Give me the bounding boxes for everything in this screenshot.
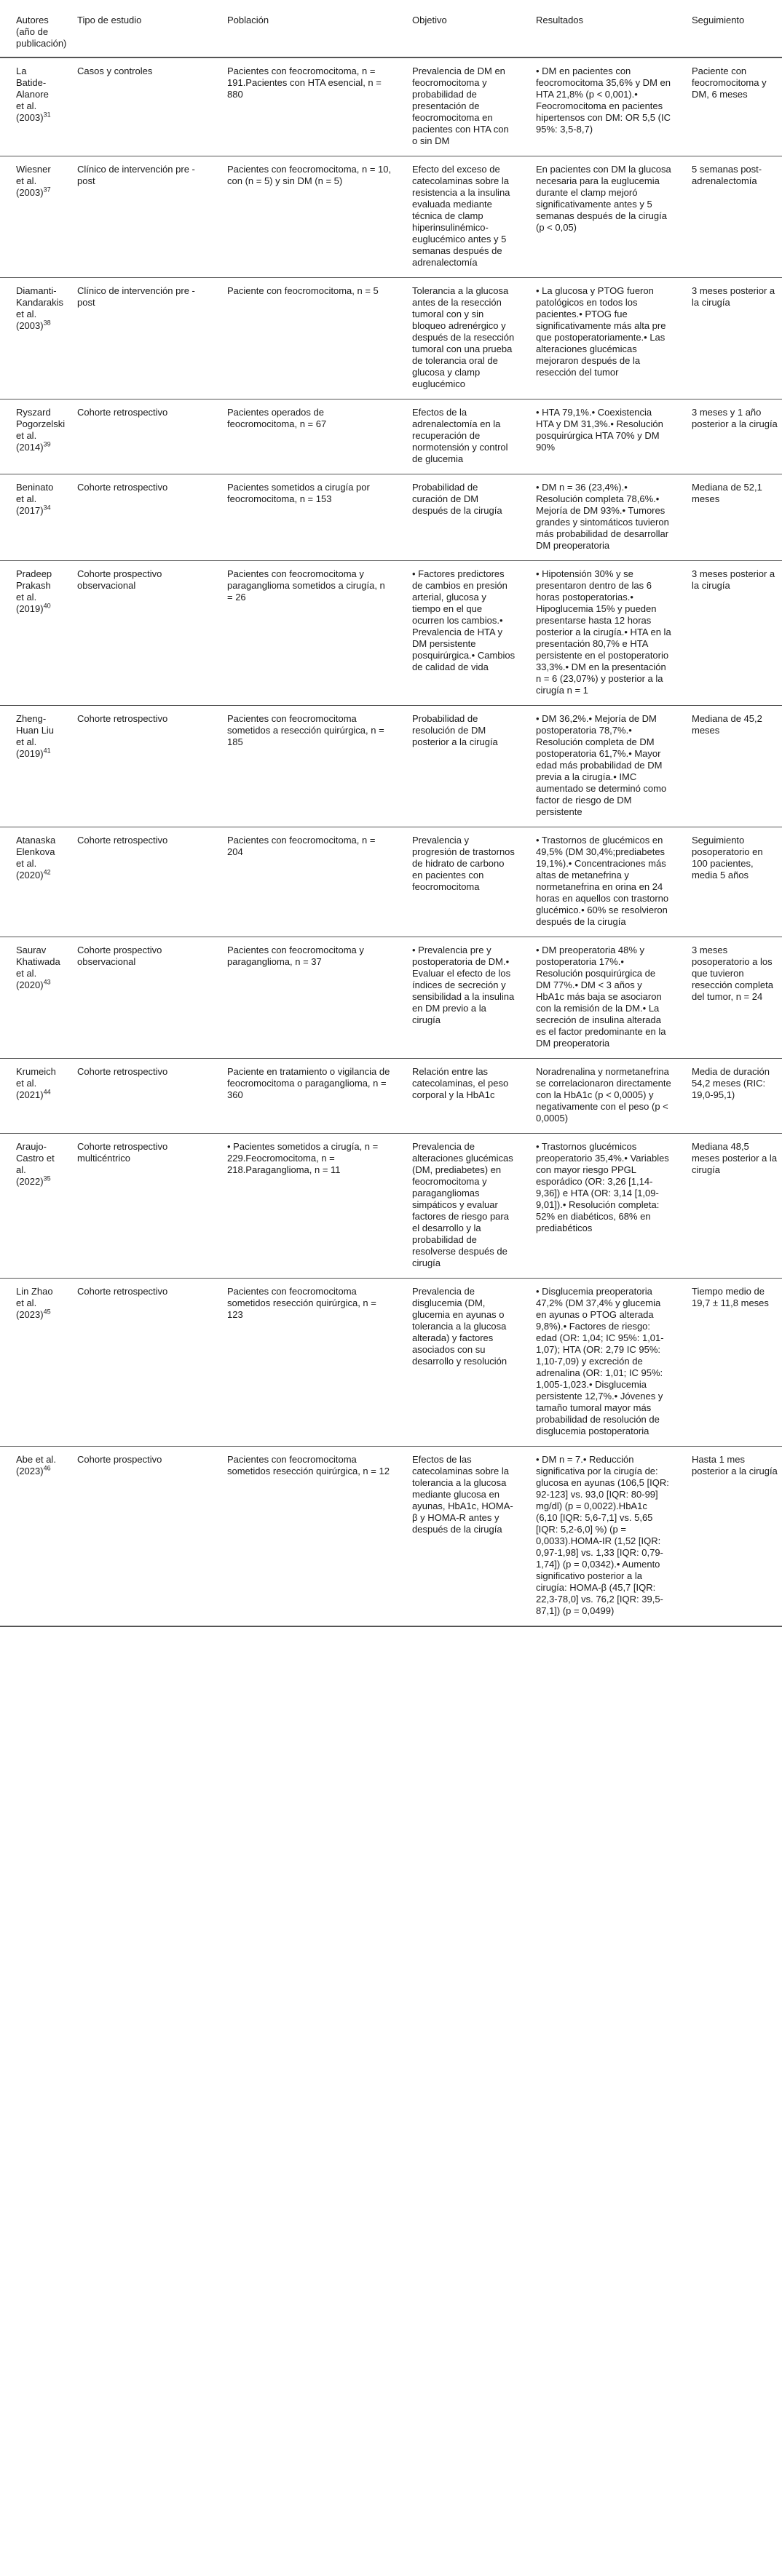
- author-text: Saurav Khatiwada et al. (2020): [16, 945, 60, 990]
- cell-followup: 3 meses posterior a la cirugía: [676, 561, 782, 706]
- reference-number: 35: [43, 1174, 51, 1182]
- cell-study-type: Cohorte retrospectivo multicéntrico: [61, 1134, 211, 1279]
- cell-author: [0, 57, 61, 156]
- cell-population: Pacientes con feocromocitoma y paraganglioma, n = 37: [211, 937, 396, 1059]
- cell-results: • DM preoperatoria 48% y postoperatoria 17%.• Resolución posquirúrgica de DM 77%.• DM < 3 años y HbA1c más baja se asociaron con la remisión de la DM.• La secreción de insulina alterada es el factor predominante en la DM preoperatoria: [520, 937, 676, 1059]
- reference-number: 31: [43, 111, 51, 119]
- reference-number: 38: [43, 319, 51, 327]
- cell-followup: Hasta 1 mes posterior a la cirugía: [676, 1447, 782, 1627]
- table-row: [0, 278, 782, 399]
- cell-results: • DM n = 36 (23,4%).• Resolución completa 78,6%.• Mejoría de DM 93%.• Tumores grandes y sintomáticos tuvieron más probabilidad de desarrollar DM preoperatoria: [520, 474, 676, 561]
- reference-number: 46: [43, 1464, 51, 1472]
- reference-number: 43: [43, 978, 51, 986]
- reference-number: 40: [43, 602, 51, 610]
- cell-study-type: Cohorte prospectivo observacional: [61, 561, 211, 706]
- author-text: Wiesner et al. (2003): [16, 164, 51, 198]
- cell-study-type: Cohorte retrospectivo: [61, 706, 211, 827]
- cell-author: [0, 474, 61, 561]
- reference-number: 39: [43, 440, 51, 448]
- cell-population: Pacientes con feocromocitoma sometidos a resección quirúrgica, n = 185: [211, 706, 396, 827]
- cell-author: [0, 156, 61, 278]
- cell-followup: Mediana de 52,1 meses: [676, 474, 782, 561]
- author-text: Zheng-Huan Liu et al. (2019): [16, 713, 55, 759]
- cell-population: Pacientes operados de feocromocitoma, n = 67: [211, 399, 396, 474]
- cell-followup: Tiempo medio de 19,7 ± 11,8 meses: [676, 1279, 782, 1447]
- reference-number: 41: [43, 747, 51, 755]
- cell-followup: Paciente con feocromocitoma y DM, 6 meses: [676, 57, 782, 156]
- cell-results: • Trastornos glucémicos preoperatorio 35,4%.• Variables con mayor riesgo PPGL esporádico (OR: 3,26 [1,14-9,36]) e HTA (OR: 3,14 [1,09-9,01]).• Resolución completa: 52% en diabéticos, 68% en prediabéticos: [520, 1134, 676, 1279]
- cell-followup: 5 semanas post-adrenalectomía: [676, 156, 782, 278]
- author-text: Beninato et al. (2017): [16, 482, 54, 516]
- cell-objective: Prevalencia de DM en feocromocitoma y probabilidad de presentación de feocromocitoma en pacientes con HTA con o sin DM: [396, 57, 520, 156]
- cell-study-type: Cohorte prospectivo observacional: [61, 937, 211, 1059]
- author-text: Pradeep Prakash et al. (2019): [16, 568, 52, 614]
- cell-followup: 3 meses posoperatorio a los que tuvieron resección completa del tumor, n = 24: [676, 937, 782, 1059]
- header-row: [0, 0, 782, 57]
- cell-author: [0, 937, 61, 1059]
- cell-study-type: Cohorte retrospectivo: [61, 827, 211, 937]
- header-authors: Autores (año de publicación): [0, 0, 61, 57]
- cell-population: Pacientes con feocromocitoma, n = 204: [211, 827, 396, 937]
- cell-results: • DM en pacientes con feocromocitoma 35,6% y DM en HTA 21,8% (p < 0,001).• Feocromocitoma en pacientes hipertensos con DM: OR 5,5 (IC 95%: 3,5-8,7): [520, 57, 676, 156]
- cell-objective: Prevalencia y progresión de trastornos de hidrato de carbono en pacientes con feocromocitoma: [396, 827, 520, 937]
- cell-author: [0, 399, 66, 474]
- reference-number: 34: [43, 504, 51, 512]
- author-text: La Batide-Alanore et al. (2003): [16, 65, 49, 123]
- cell-followup: 3 meses y 1 año posterior a la cirugía: [676, 399, 782, 474]
- author-text: Abe et al. (2023): [16, 1454, 56, 1476]
- cell-results: • DM 36,2%.• Mejoría de DM postoperatoria 78,7%.• Resolución completa de DM postoperatoria 61,7%.• Mayor edad más probabilidad de DM previa a la cirugía.• IMC aumentado se determinó como factor de riesgo de DM persistente: [520, 706, 676, 827]
- cell-population: Paciente con feocromocitoma, n = 5: [211, 278, 396, 399]
- table-row: [0, 1059, 782, 1134]
- cell-objective: Relación entre las catecolaminas, el peso corporal y la HbA1c: [396, 1059, 520, 1134]
- table-row: [0, 1279, 782, 1447]
- table-row: [0, 827, 782, 937]
- author-text: Atanaska Elenkova et al. (2020): [16, 835, 56, 880]
- cell-results: • La glucosa y PTOG fueron patológicos en todos los pacientes.• PTOG fue significativamente más alta pre que postoperatoriamente.• Las alteraciones glucémicas mejoraron después de la resección del tumor: [520, 278, 676, 399]
- cell-followup: Media de duración 54,2 meses (RIC: 19,0-95,1): [676, 1059, 782, 1134]
- cell-objective: Efectos de la adrenalectomía en la recuperación de normotensión y control de glucemia: [396, 399, 520, 474]
- cell-objective: Probabilidad de resolución de DM posterior a la cirugía: [396, 706, 520, 827]
- cell-study-type: Cohorte retrospectivo: [61, 1279, 211, 1447]
- cell-results: • Trastornos de glucémicos en 49,5% (DM 30,4%;prediabetes 19,1%).• Concentraciones más altas de metanefrina y normetanefrina en orina en 24 horas en aquellos con trastorno glucémico.• 60% se resolvieron después de la cirugía: [520, 827, 676, 937]
- cell-objective: Prevalencia de alteraciones glucémicas (DM, prediabetes) en feocromocitoma y paragangliomas simpáticos y evaluar factores de riesgo para el desarrollo y la probabilidad de resolverse después de cirugía: [396, 1134, 520, 1279]
- cell-population: Paciente en tratamiento o vigilancia de feocromocitoma o paraganglioma, n = 360: [211, 1059, 396, 1134]
- cell-study-type: Cohorte retrospectivo: [61, 1059, 211, 1134]
- author-text: Lin Zhao et al. (2023): [16, 1286, 53, 1320]
- cell-study-type: Casos y controles: [61, 57, 211, 156]
- cell-population: Pacientes con feocromocitoma sometidos resección quirúrgica, n = 123: [211, 1279, 396, 1447]
- cell-results: En pacientes con DM la glucosa necesaria para la euglucemia durante el clamp mejoró significativamente antes y 5 semanas después de la cirugía (p < 0,05): [520, 156, 676, 278]
- table-row: [0, 57, 782, 156]
- cell-study-type: Cohorte prospectivo: [61, 1447, 211, 1627]
- cell-study-type: Cohorte retrospectivo: [61, 474, 211, 561]
- table-row: [0, 1134, 782, 1279]
- cell-author: [0, 706, 61, 827]
- cell-objective: Efectos de las catecolaminas sobre la tolerancia a la glucosa mediante glucosa en ayunas, HbA1c, HOMA-β y HOMA-R antes y después de la cirugía: [396, 1447, 520, 1627]
- table-row: [0, 561, 782, 706]
- cell-population: Pacientes con feocromocitoma, n = 191.Pacientes con HTA esencial, n = 880: [211, 57, 396, 156]
- cell-author: [0, 1059, 61, 1134]
- cell-author: [0, 1134, 61, 1279]
- table-row: [0, 156, 782, 278]
- cell-objective: • Factores predictores de cambios en presión arterial, glucosa y tiempo en el que ocurren los cambios.• Prevalencia de HTA y DM persistente posquirúrgica.• Cambios de calidad de vida: [396, 561, 520, 706]
- header-objective: Objetivo: [396, 0, 520, 57]
- cell-author: [0, 278, 64, 399]
- reference-number: 44: [43, 1088, 51, 1096]
- cell-study-type: Clínico de intervención pre - post: [61, 278, 211, 399]
- cell-results: • Hipotensión 30% y se presentaron dentro de las 6 horas postoperatorias.• Hipoglucemia 15% y pueden presentarse hasta 12 horas posterior a la cirugía.• HTA en la presentación 80,7% e HTA persistente en el postoperatorio 33,3%.• DM en la presentación n = 6 (23,07%) y posterior a la cirugía n = 1: [520, 561, 676, 706]
- cell-results: • Disglucemia preoperatoria 47,2% (DM 37,4% y glucemia en ayunas o PTOG alterada 9,8%).• Factores de riesgo: edad (OR: 1,04; IC 95%: 1,01-1,07); HTA (OR: 2,79 IC 95%: 1,10-7,09) y excreción de adrenalina (OR: 1,01; IC 95%: 1,005-1,023.• Disglucemia persistente 12,7%.• Jóvenes y tamaño tumoral mayor más probabilidad de resolución de disglucemia postoperatoria: [520, 1279, 676, 1447]
- table-row: [0, 399, 782, 474]
- cell-population: Pacientes con feocromocitoma y paraganglioma sometidos a cirugía, n = 26: [211, 561, 396, 706]
- cell-followup: 3 meses posterior a la cirugía: [676, 278, 782, 399]
- reference-number: 42: [43, 868, 51, 876]
- cell-followup: Mediana de 45,2 meses: [676, 706, 782, 827]
- author-text: Araujo-Castro et al. (2022): [16, 1141, 55, 1187]
- cell-population: Pacientes sometidos a cirugía por feocromocitoma, n = 153: [211, 474, 396, 561]
- author-text: Diamanti-Kandarakis et al. (2003): [16, 285, 64, 331]
- cell-followup: Seguimiento posoperatorio en 100 pacientes, media 5 años: [676, 827, 782, 937]
- table-row: [0, 937, 782, 1059]
- table-row: [0, 1447, 782, 1627]
- cell-study-type: Clínico de intervención pre - post: [61, 156, 211, 278]
- cell-study-type: Cohorte retrospectivo: [61, 399, 211, 474]
- author-text: Krumeich et al. (2021): [16, 1066, 56, 1100]
- header-results: Resultados: [520, 0, 676, 57]
- header-study-type: Tipo de estudio: [61, 0, 211, 57]
- cell-results: • HTA 79,1%.• Coexistencia HTA y DM 31,3%.• Resolución posquirúrgica HTA 70% y DM 90%: [520, 399, 676, 474]
- cell-objective: • Prevalencia pre y postoperatoria de DM.• Evaluar el efecto de los índices de secreción y sensibilidad a la insulina en DM previo a la cirugía: [396, 937, 520, 1059]
- cell-population: Pacientes con feocromocitoma, n = 10, con (n = 5) y sin DM (n = 5): [211, 156, 396, 278]
- cell-results: Noradrenalina y normetanefrina se correlacionaron directamente con la HbA1c (p < 0,0005) y negativamente con el peso (p < 0,0005): [520, 1059, 676, 1134]
- cell-author: [0, 1279, 61, 1447]
- cell-objective: Efecto del exceso de catecolaminas sobre la resistencia a la insulina evaluada mediante técnica de clamp hiperinsulinémico-euglucémico antes y 5 semanas después de adrenalectomía: [396, 156, 520, 278]
- table-row: [0, 706, 782, 827]
- cell-population: • Pacientes sometidos a cirugía, n = 229.Feocromocitoma, n = 218.Paraganglioma, n = 11: [211, 1134, 396, 1279]
- cell-objective: Probabilidad de curación de DM después de la cirugía: [396, 474, 520, 561]
- reference-number: 45: [43, 1308, 51, 1316]
- header-population: Población: [211, 0, 396, 57]
- cell-author: [0, 561, 61, 706]
- cell-population: Pacientes con feocromocitoma sometidos resección quirúrgica, n = 12: [211, 1447, 396, 1627]
- reference-number: 37: [43, 186, 51, 194]
- cell-objective: Tolerancia a la glucosa antes de la resección tumoral con y sin bloqueo adrenérgico y después de la resección tumoral con una prueba de tolerancia oral de glucosa y clamp euglucémico: [396, 278, 520, 399]
- cell-followup: Mediana 48,5 meses posterior a la cirugía: [676, 1134, 782, 1279]
- header-followup: Seguimiento: [676, 0, 782, 57]
- table-row: [0, 474, 782, 561]
- cell-author: [0, 827, 61, 937]
- cell-objective: Prevalencia de disglucemia (DM, glucemia en ayunas o tolerancia a la glucosa alterada) y factores asociados con su desarrollo y resolución: [396, 1279, 520, 1447]
- cell-author: [0, 1447, 61, 1627]
- author-text: Ryszard Pogorzelski et al. (2014): [16, 407, 66, 453]
- cell-results: • DM n = 7.• Reducción significativa por la cirugía de: glucosa en ayunas (106,5 [IQR: 92-123] vs. 93,0 [IQR: 80-99] mg/dl) (p = 0,0022).HbA1c (6,10 [IQR: 5,6-7,1] vs. 5,65 [IQR: 5,2-6,0] %) (p = 0,0033).HOMA-IR (1,52 [IQR: 0,97-1,98] vs. 1,33 [IQR: 0,79-1,74]) (p = 0,0342).• Aumento significativo posterior a la cirugía: HOMA-β (45,7 [IQR: 22,3-78,0] vs. 76,2 [IQR: 39,5-87,1]) (p = 0,0499): [520, 1447, 676, 1627]
